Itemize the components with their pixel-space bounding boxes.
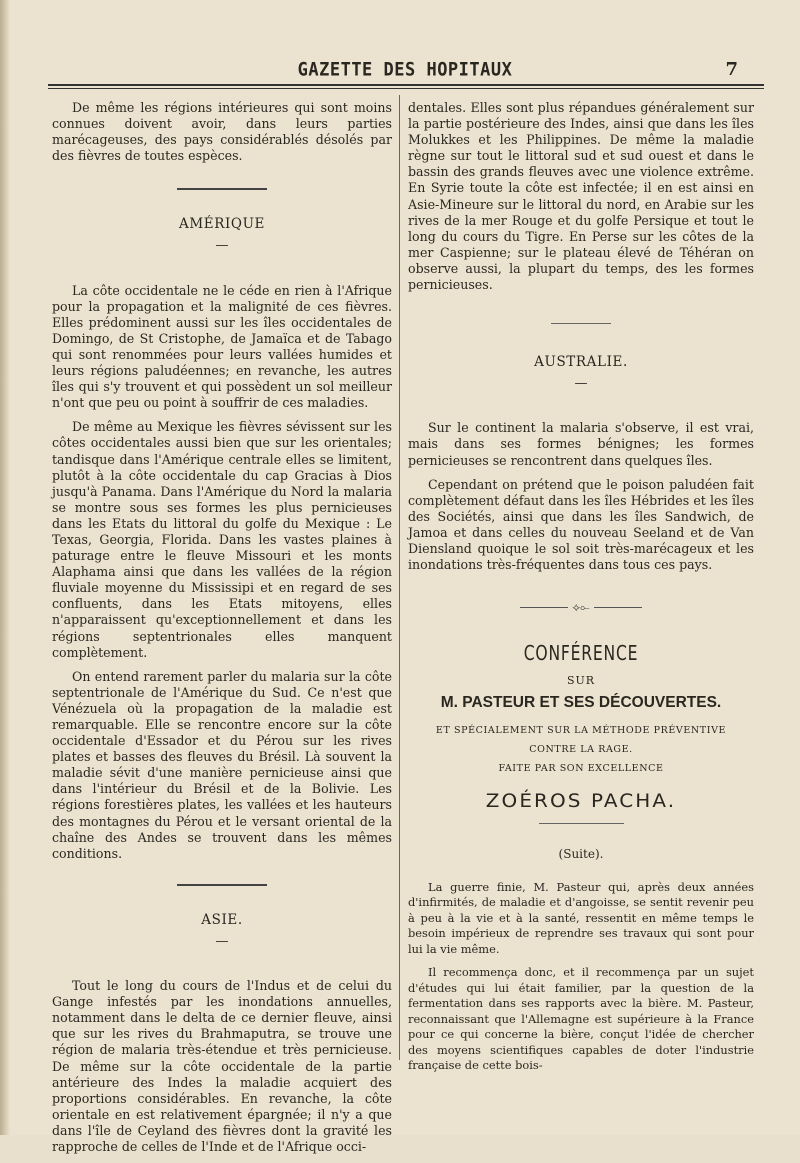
paragraph-amerique-2: De même au Mexique les fièvres sévissent sur les côtes occidentales aussi bien que sur les orientales; tandisque dans l'Amérique centrale elles se limitent, plutôt à la côte occidentale du cap Gracias à Dios jusqu'à Panama. Dans l'Amérique du Nord la malaria se montre sous ses formes les plus pernicieuses dans les Etats du littoral du golfe du Mexique : Le Texas, Georgia, Florida. Dans les vastes plaines à paturage entre le fleuve Missouri et les monts Alaphama ainsi que dans les vallées de la région fluviale moyenne du Mississipi et en regard de ses confluents, dans les Etats mitoyens, elles n'apparaissent qu'exceptionnellement et dans les régions septentrionales elles manquent complètement. <box>52 419 392 660</box>
conference-title: CONFÉRENCE <box>523 641 639 666</box>
ornament-divider <box>408 599 754 615</box>
column-divider <box>399 95 400 1060</box>
section-title-australie: AUSTRALIE. <box>534 354 628 371</box>
conference-sur: SUR <box>566 674 596 688</box>
conference-subject: M. PASTEUR ET SES DÉCOUVERTES. <box>440 694 722 712</box>
page-number: 7 <box>725 59 738 80</box>
section-dash: — <box>215 238 229 254</box>
gazette-title: GAZETTE DES HOPITAUX <box>297 59 513 81</box>
conference-line-2: CONTRE LA RAGE. <box>529 743 633 755</box>
section-dash: — <box>574 376 588 392</box>
section-rule <box>177 884 267 886</box>
paragraph-continuation: dentales. Elles sont plus répandues généralement sur la partie postérieure des Indes, ainsi que dans les îles Molukkes et les Philippines. De même la maladie règne sur tout le littoral sud et sud ouest et dans le bassin des grands fleuves avec une violence extrême. En Syrie toute la côte est infectée; il en est ainsi en Asie-Mineure sur le littoral du nord, en Arabie sur les rives de la mer Rouge et du golfe Persique et tout le long du cours du Tigre. En Perse sur les côtes de la mer Caspienne; sur le plateau élevé de Téhéran on observe aussi, la plupart du temps, des les formes pernicieuses. <box>408 100 754 293</box>
section-dash: — <box>215 933 229 949</box>
paragraph-australie-2: Cependant on prétend que le poison paludéen fait complètement défaut dans les îles Hébrides et les îles des Sociétés, ainsi que dans les îles Sandwich, de Jamoa et dans celles du nouveau Seeland et de Van Diensland quoique le sol soit très-marécageux et les inondations très-fréquentes dans tous ces pays. <box>408 476 754 573</box>
section-rule <box>177 188 267 190</box>
paragraph-conference-1: La guerre finie, M. Pasteur qui, après deux années d'infirmités, de maladie et d'angoisse, se sentit revenir peu à peu à la vie et à la santé, ressentit en même temps le besoin impérieux de reprendre ses travaux qui sont pour lui la vie même. <box>408 879 754 956</box>
header-rule <box>48 84 764 89</box>
conference-line-3: FAITE PAR SON EXCELLENCE <box>498 762 664 774</box>
left-column <box>52 100 392 1163</box>
section-rule <box>539 823 624 824</box>
paragraph-asie: Tout le long du cours de l'Indus et de celui du Gange infestés par les inondations annuelles, notamment dans le delta de ce dernier fleuve, ainsi que sur les rives du Brahmaputra, se trouve une région de malaria très-étendue et très pernicieuse. De même sur la côte occidentale de la partie antérieure des Indes la maladie acquiert des proportions considérables. En revanche, la côte orientale en est relativement épargnée; il n'y a que dans l'île de Ceyland des fièvres dont la gravité les rapproche de celles de l'Inde et de l'Afrique occi- <box>52 978 392 1154</box>
page-binding <box>0 0 10 1135</box>
section-title-asie: ASIE. <box>201 911 243 928</box>
paragraph-amerique-1: La côte occidentale ne le céde en rien à l'Afrique pour la propagation et la malignité de ces fièvres. Elles prédominent aussi sur les îles occidentales de Domingo, de St Cristophe, de Jamaïca et de Tabago qui sont renommées pour leurs vallées humides et leurs régions paludéennes; en revanche, les autres îles qui s'y trouvent et qui possèdent un sol meilleur n'ont que peu ou point à souffrir de ces maladies. <box>52 282 392 411</box>
paragraph-intro: De même les régions intérieures qui sont moins connues doivent avoir, dans leurs parties marécageuses, des pays considérablés désolés par des fièvres de toutes espèces. <box>52 100 392 164</box>
paragraph-amerique-3: On entend rarement parler du malaria sur la côte septentrionale de l'Amérique du Sud. Ce n'est que Vénézuela où la propagation de la maladie est remarquable. Elle se rencontre encore sur la côte occidentale d'Essador et du Pérou sur les rives plates et basses des fleuves du Brésil. Là souvent la maladie sévit d'une manière pernicieuse ainsi que dans l'intérieur du Brésil et de la Bolivie. Les régions forestières plates, les vallées et les hauteurs des montagnes du Pérou et le versant oriental de la chaîne des Andes se trouvent dans les mêmes conditions. <box>52 668 392 861</box>
paragraph-conference-2: Il recommença donc, et il recommença par un sujet d'études qui lui était familier, par la question de la fermentation dans ses rapports avec la bière. M. Pasteur, reconnaissant que l'Allemagne est supérieure à la France pour ce qui concerne la bière, conçut l'idée de chercher des moyens scientifiques capables de doter l'industrie française de cette bois- <box>408 965 754 1073</box>
section-rule <box>551 323 611 324</box>
paragraph-australie-1: Sur le continent la malaria s'observe, il est vrai, mais dans ses formes bénignes; les formes pernicieuses se rencontrent dans quelques îles. <box>408 420 754 468</box>
section-title-amerique: AMÉRIQUE <box>178 216 266 233</box>
conference-author: ZOÉROS PACHA. <box>485 789 677 812</box>
right-column <box>408 100 754 1082</box>
suite-label: (Suite). <box>558 846 604 861</box>
ornament-glyph: ⟡⟜ <box>572 600 590 615</box>
page-header <box>50 58 760 82</box>
conference-line-1: ET SPÉCIALEMENT SUR LA MÉTHODE PRÉVENTIVE <box>435 724 727 736</box>
